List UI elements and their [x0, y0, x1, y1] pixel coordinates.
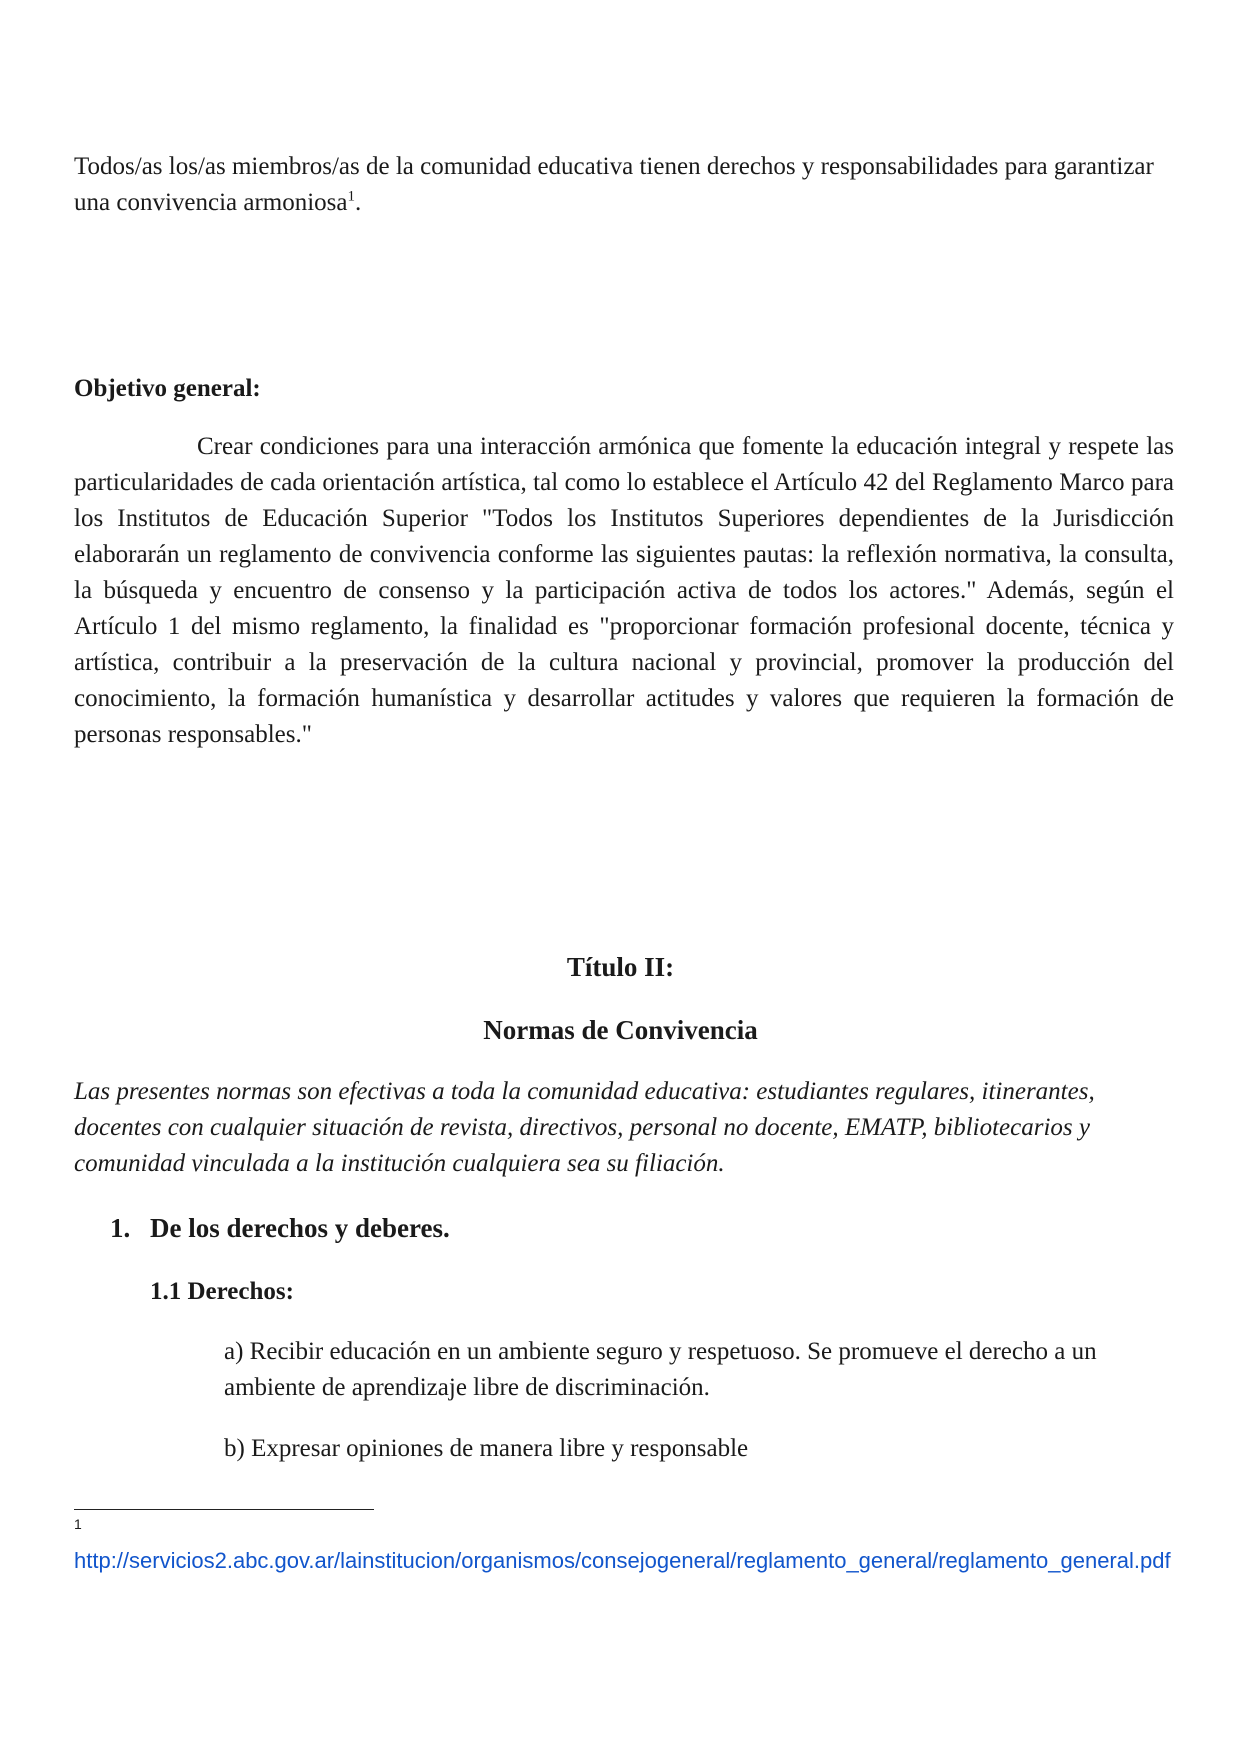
- list-item: b) Expresar opiniones de manera libre y responsable: [224, 1435, 749, 1462]
- footnote-divider: [74, 1509, 374, 1510]
- list-item: a) Recibir educación en un ambiente seguro y respetuoso. Se promueve el derecho a un ambiente de aprendizaje libre de discriminación.: [224, 1338, 1097, 1401]
- subsection-heading: 1.1 Derechos:: [150, 1278, 294, 1305]
- footnote-reference[interactable]: 1: [347, 188, 356, 205]
- normas-intro: Las presentes normas son efectivas a toda la comunidad educativa: estudiantes regulares, itinerantes, docentes con cualquier situación de revista, directivos, personal no docente, EMATP, bibliotecarios y comunidad vinculada a la institución cualquiera sea su filiación.: [74, 1078, 1095, 1177]
- footnote-number: 1: [74, 1516, 82, 1532]
- section-heading: [110, 1210, 450, 1246]
- section-number: 1.: [110, 1213, 131, 1243]
- intro-end: .: [355, 189, 362, 216]
- objetivo-heading: Objetivo general:: [74, 375, 261, 402]
- titulo-heading: Título II:: [566, 952, 675, 982]
- intro-paragraph: [74, 149, 1174, 221]
- objetivo-body: Crear condiciones para una interacción armónica que fomente la educación integral y respete las particularidades de cada orientación artística, tal como lo establece el Artículo 42 del Reglamento Marco para los Institutos de Educación Superior "Todos los Institutos Superiores dependientes de la Jurisdicción elaborarán un reglamento de convivencia conforme las siguientes pautas: la reflexión normativa, la consulta, la búsqueda y encuentro de consenso y la participación activa de todos los actores." Además, según el Artículo 1 del mismo reglamento, la finalidad es "proporcionar formación profesional docente, técnica y artística, contribuir a la preservación de la cultura nacional y provincial, promover la producción del conocimiento, la formación humanística y desarrollar actitudes y valores que requieren la formación de personas responsables.": [74, 433, 1174, 748]
- titulo-subheading: Normas de Convivencia: [483, 1015, 758, 1045]
- section-title: De los derechos y deberes.: [150, 1213, 450, 1243]
- intro-text: Todos/as los/as miembros/as de la comunidad educativa tienen derechos y responsabilidades para garantizar una convivencia armoniosa: [74, 153, 1154, 216]
- footnote-link[interactable]: http://servicios2.abc.gov.ar/lainstitucion/organismos/consejogeneral/reglamento_general/reglamento_general.pdf: [74, 1548, 1171, 1573]
